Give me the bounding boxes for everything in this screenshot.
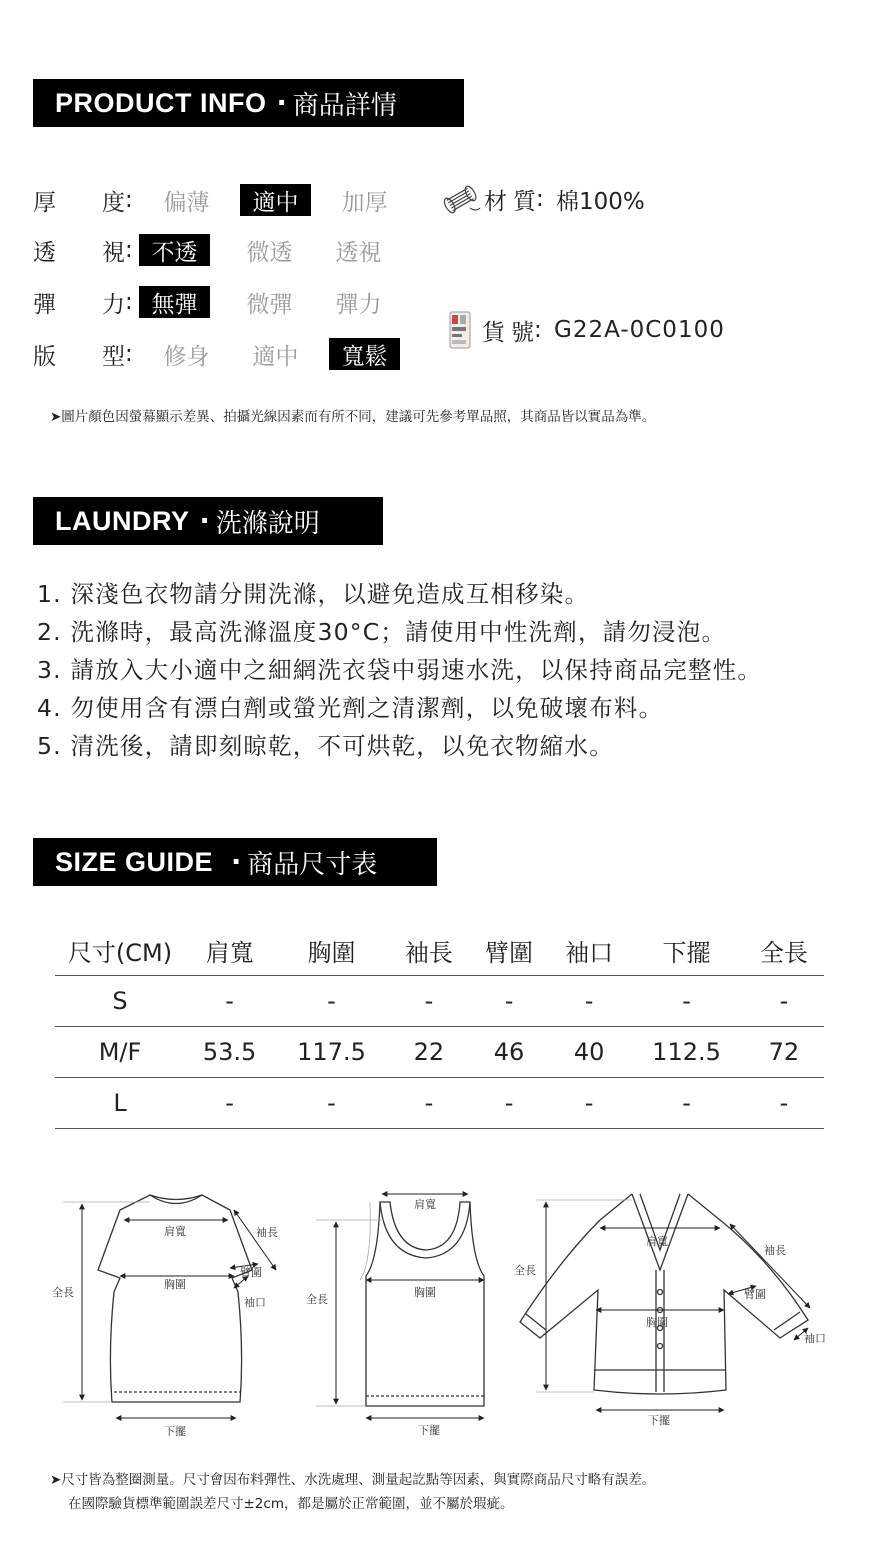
attr-option: 適中: [252, 343, 299, 370]
attr-option: 透視: [335, 239, 382, 266]
size-guide-title-en: SIZE GUIDE: [55, 846, 214, 877]
laundry-title-dot: ·: [199, 505, 210, 537]
attr-option: 修身: [163, 343, 210, 370]
table-cell: 117.5: [274, 1027, 389, 1078]
table-cell: -: [185, 1078, 274, 1129]
attr-label: [33, 338, 125, 371]
attr-option-selected: 不透: [139, 234, 210, 266]
size-table-header: 胸圍: [274, 925, 389, 976]
table-row: [55, 976, 824, 1027]
item-no-label: [482, 314, 534, 347]
size-table-header: 下擺: [629, 925, 744, 976]
table-cell: 112.5: [629, 1027, 744, 1078]
attr-label-char: 彈: [33, 291, 56, 318]
item-no-label-char: 貨: [482, 319, 505, 346]
laundry-item: 2. 洗滌時，最高洗滌溫度30°C；請使用中性洗劑，請勿浸泡。: [37, 618, 727, 646]
label-chest-3: 胸圍: [646, 1316, 668, 1329]
attr-colon: :: [125, 237, 133, 263]
product-info-title-en: PRODUCT INFO: [55, 87, 267, 118]
material-label-char: 質: [513, 188, 536, 215]
table-cell: 40: [549, 1027, 629, 1078]
label-hem-3: 下擺: [648, 1414, 670, 1427]
attr-option: 微彈: [246, 291, 293, 318]
measurement-diagrams: [0, 1180, 875, 1440]
product-info-note: ➤圖片顏色因螢幕顯示差異、拍攝光線因素而有所不同，建議可先參考單品照，其商品皆以實品為準。: [50, 409, 656, 425]
table-cell: -: [549, 1078, 629, 1129]
label-shoulder: 肩寬: [164, 1225, 186, 1238]
attr-row-thickness: [33, 182, 418, 218]
attr-option: 彈力: [335, 291, 382, 318]
attr-label-char: 版: [33, 343, 56, 370]
size-note-line2: 在國際驗貨標準範圍誤差尺寸±2cm，都是屬於正常範圍，並不屬於瑕疵。: [68, 1496, 514, 1512]
attr-label-char: 厚: [33, 189, 56, 216]
product-info-title-dot: ·: [276, 87, 287, 119]
label-cuff-3: 袖口: [804, 1332, 826, 1345]
label-sleeve-length-3: 袖長: [764, 1244, 786, 1257]
attr-label-char: 度: [102, 189, 125, 216]
attr-row-transparency: [33, 232, 412, 268]
attr-label-char: 型: [102, 343, 125, 370]
attr-label: [33, 286, 125, 319]
table-cell: -: [629, 1078, 744, 1129]
label-chest: 胸圍: [164, 1278, 186, 1291]
attr-option-selected: 無彈: [139, 286, 210, 318]
material-row: [440, 182, 645, 216]
size-note-line1: ➤尺寸皆為整圈測量。尺寸會因布料彈性、水洗處理、測量起訖點等因素，與實際商品尺寸略有誤差。: [50, 1472, 656, 1488]
table-cell: S: [55, 976, 185, 1027]
item-no-label-char: 號: [511, 319, 534, 346]
label-shoulder-2: 肩寬: [414, 1198, 436, 1211]
size-table-header: 袖長: [389, 925, 469, 976]
material-value: 棉100%: [556, 188, 645, 215]
table-cell: -: [549, 976, 629, 1027]
table-cell: -: [274, 976, 389, 1027]
label-length-3: 全長: [514, 1264, 536, 1277]
material-label: [484, 183, 536, 216]
attr-colon: :: [125, 187, 133, 213]
product-info-title-zh: 商品詳情: [292, 90, 397, 121]
table-row: [55, 1027, 824, 1078]
attr-label: [33, 234, 125, 267]
size-table-header-row: [55, 925, 824, 976]
product-info-header: [33, 79, 464, 127]
attr-colon: :: [125, 289, 133, 315]
table-cell: L: [55, 1078, 185, 1129]
attr-option-selected: 適中: [240, 184, 311, 216]
label-cuff: 袖口: [244, 1296, 266, 1309]
laundry-list: [37, 575, 762, 765]
size-table-header: 肩寬: [185, 925, 274, 976]
table-cell: -: [389, 976, 469, 1027]
table-row: [55, 1078, 824, 1129]
laundry-item: 4. 勿使用含有漂白劑或螢光劑之清潔劑，以免破壞布料。: [37, 694, 664, 722]
attr-label-char: 視: [102, 239, 125, 266]
thread-spool-icon: [440, 182, 482, 216]
material-colon: :: [536, 186, 544, 212]
size-table-header: 全長: [744, 925, 824, 976]
label-length-2: 全長: [306, 1293, 328, 1306]
table-cell: -: [469, 1078, 549, 1129]
table-cell: -: [185, 976, 274, 1027]
laundry-item: 5. 清洗後，請即刻晾乾，不可烘乾，以免衣物縮水。: [37, 732, 614, 760]
table-cell: -: [274, 1078, 389, 1129]
tshirt-diagram: [63, 1195, 252, 1402]
table-cell: -: [629, 976, 744, 1027]
label-hem: 下擺: [164, 1425, 186, 1438]
item-no-value: G22A-0C0100: [554, 317, 725, 343]
table-cell: 72: [744, 1027, 824, 1078]
item-no-colon: :: [534, 317, 542, 343]
laundry-item: 1. 深淺色衣物請分開洗滌，以避免造成互相移染。: [37, 580, 590, 608]
table-cell: -: [469, 976, 549, 1027]
material-label-char: 材: [484, 188, 507, 215]
size-guide-title-dot: ·: [231, 846, 242, 878]
table-cell: -: [744, 976, 824, 1027]
attr-label: [33, 184, 125, 217]
size-table-header: 尺寸(CM): [55, 925, 185, 976]
table-cell: 46: [469, 1027, 549, 1078]
attr-option: 加厚: [341, 189, 388, 216]
label-sleeve-length: 袖長: [256, 1226, 278, 1239]
laundry-title-en: LAUNDRY: [55, 505, 190, 536]
table-cell: M/F: [55, 1027, 185, 1078]
attr-option: 微透: [246, 239, 293, 266]
size-table: [55, 925, 824, 1129]
label-length: 全長: [52, 1286, 74, 1299]
laundry-header: [33, 497, 383, 545]
label-hem-2: 下擺: [418, 1424, 440, 1437]
size-table-header: 袖口: [549, 925, 629, 976]
attr-option-selected: 寬鬆: [329, 338, 400, 370]
attr-row-fit: [33, 336, 418, 372]
tank-top-diagram: [316, 1202, 484, 1406]
laundry-title-zh: 洗滌說明: [215, 508, 320, 539]
size-guide-title-zh: 商品尺寸表: [247, 849, 378, 880]
attr-colon: :: [125, 341, 133, 367]
size-table-header: 臂圍: [469, 925, 549, 976]
label-arm-3: 臂圍: [744, 1288, 766, 1301]
label-arm: 臂圍: [240, 1266, 262, 1279]
item-no-row: [440, 310, 725, 350]
attr-label-char: 力: [102, 291, 125, 318]
label-shoulder-3: 肩寬: [646, 1235, 668, 1248]
table-cell: 53.5: [185, 1027, 274, 1078]
attr-row-elasticity: [33, 284, 412, 320]
table-cell: -: [744, 1078, 824, 1129]
table-cell: 22: [389, 1027, 469, 1078]
attr-option: 偏薄: [163, 189, 210, 216]
tag-icon: [440, 310, 482, 350]
label-chest-2: 胸圍: [414, 1286, 436, 1299]
table-cell: -: [389, 1078, 469, 1129]
size-guide-header: [33, 838, 437, 886]
attr-label-char: 透: [33, 239, 56, 266]
laundry-item: 3. 請放入大小適中之細網洗衣袋中弱速水洗，以保持商品完整性。: [37, 656, 763, 684]
